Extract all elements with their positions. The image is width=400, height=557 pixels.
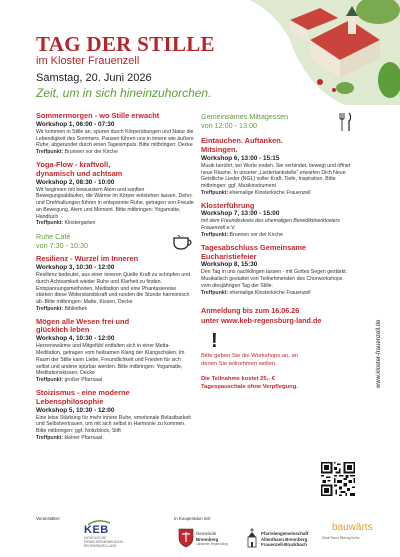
coffee-cup-icon [172,234,194,250]
gemeinde-brennberg: Gemeinde Brennberg Landkreis Regensburg [196,531,229,546]
meeting-point: Treffpunkt: Bibliothek [36,305,88,312]
workshop-description: Herzenswärme und Mitgefühl entfalten sich in einer Metta-Meditation, getragen vom heilsamen Klang der Klangschalen. Im Raum der Stille kann Liebe, Freundlichkeit und Frieden für sich selbst und andere spürbar werden. Bitte mitbringen: Yogamatte, Meditationskissen, Decke [36,343,185,377]
workshop-title: Eintauchen. Auftanken. Mitsingen. [201,136,283,154]
cafe-title: Ruhe Café [36,232,71,242]
workshop-time: Workshop 2, 08:30 - 10:00 [36,178,115,186]
cafe-time: von 7:30 - 10:30 [36,241,88,251]
meeting-point: Treffpunkt: Brunnen vor der Kirche [201,231,283,238]
keb-subtitle: KATHOLISCHE ERWACHSENENBILDUNG REGENSBURG LAND [84,536,124,548]
exclamation-icon: ! [211,330,218,353]
workshop-description: mit dem Freundeskreis des ehemaligen Benediktinerklosters Frauenzell e.V. [201,218,340,232]
ruhe-cafe [36,232,194,250]
workshop-1 [36,112,194,156]
left-column [36,112,194,447]
coat-of-arms-icon [178,528,194,548]
workshop-title: Tagesabschluss Gemeinsame Eucharistiefeier [201,242,307,261]
fee-note: Die Teilnahme kostet 25,- € Tagespauschale ohne Verpflegung. [201,376,298,390]
registration-url[interactable]: unter www.keb-regensburg-land.de [201,315,322,325]
right-column [201,112,353,391]
workshop-description: Wir kommen in Stille an, spüren durch Körperübungen und Natur die Lebendigkeit des Sommers. Pausen führen uns in innere wie äußere Ruhe, abgerundet durch einen Tagesimpuls. Bitte mitbringen: Decke [36,128,194,149]
workshop-6 [201,137,353,197]
tagline: Zeit, um in sich hineinzuhorchen. [36,86,212,100]
organizer-label: Veranstalter: [36,516,61,521]
workshop-time: Workshop 5, 10:30 - 12:00 [36,406,115,414]
event-date: Samstag, 20. Juni 2026 [36,72,152,84]
workshop-title: Klosterführung [201,200,255,210]
meeting-point: Treffpunkt: ehemalige Klosterkirche Frauenzell [201,189,311,196]
workshop-time: Workshop 7, 13:00 - 15:00 [201,210,280,218]
meeting-point: Treffpunkt: kleiner Pfarrsaal [36,434,103,441]
cooperation-label: In Kooperation mit: [174,516,211,521]
meeting-point: Treffpunkt: ehemalige Klosterkirche Frauenzell [201,289,311,296]
registration-deadline: Anmeldung bis zum 16.06.26 [201,306,300,316]
workshop-8 [201,244,353,297]
bauwaerts-subtitle: Stadt Raum Bildung Kultur [322,536,360,540]
workshop-description: Eine leise Stärkung für mehr innere Ruhe, emotionale Belastbarkeit und Selbstvertrauen, um mit sich selbst in Harmonie zu kommen. Bitte mitbringen: ggf. Notizblock, Stift [36,414,191,434]
monastery-illustration [250,0,400,105]
meeting-point: Treffpunkt: Brunnen vor der Kirche [36,149,118,156]
workshop-title: Resilienz - Wurzel im Inneren [36,254,139,264]
keb-logo: KEB [84,524,109,536]
lunch [201,112,353,132]
church-icon [245,528,259,548]
registration [201,306,353,325]
workshop-4 [36,318,194,384]
workshop-description: Musik berührt, wo Worte enden. Sie verbindet, bewegt und öffnet neue Räume. In unserer „Liedertankstelle" erwarten Dich Neue Geistliche Lieder (NGL) voller Kraft, Tiefe, Inspiration. Bitte mitbringen: ggf. Musikinstrument [201,162,351,189]
bauwaerts-logo: bauwärts [332,522,373,533]
qr-code-icon[interactable] [321,462,355,496]
workshop-2 [36,161,194,227]
workshop-time: Workshop 1, 06:00 - 07:30 [36,120,115,128]
workshop-5 [36,389,194,442]
workshop-title: Sommermorgen - wo Stille erwacht [36,111,160,120]
page-title: TAG DER STILLE [36,32,215,56]
workshop-title: Mögen alle Wesen frei und glücklich leben [36,316,130,335]
workshop-time: Workshop 8, 15:30 [201,261,258,269]
workshop-time: Workshop 3, 10:30 - 12:00 [36,264,115,271]
workshop-time: Workshop 4, 10:30 - 12:00 [36,335,115,343]
page-subtitle: im Kloster Frauenzell [36,55,140,67]
pfarreiengemeinschaft: Pfarreiengemeinschaft Altenthann Brennberg Frauenzell-Bruckbach [261,531,309,547]
workshop-title: Yoga-Flow - kraftvoll, dynamisch und achtsam [36,159,123,178]
workshop-description: Resilienz bedeutet, aus einer inneren Quelle Kraft zu schöpfen und durch Achtsamkeit wieder Ruhe und Klarheit zu finden. Entspannungsmethoden, Meditation und eine Phantasiereise stärken diese Widerstandskraft und runden die Stunde harmonisch ab. Bitte mitbringen: Matte, Kissen, Decke [36,272,190,305]
workshop-description: Wir beginnen mit bewusstem Atem und sanften Bewegungsabläufen, die Wärme im Körper entstehen lassen. Dehn- und Drehhaltungen führen in entspannte Ruhe, getragen von Freude an Bewegung, Atem und Moment. Bitte mitbringen: Yogamatte, Handtuch [36,186,194,220]
workshop-description: Den Tag in uns nachklingen lassen - mit Gottes Segen gestärkt. Musikalisch gestaltet von Teilnehmenden des Chorworkshops vom diesjährigen Tag der Stille. [201,269,348,289]
lunch-time: von 12:00 - 13:00 [201,121,257,130]
workshop-note: Bitte geben Sie die Workshops an, an denen Sie teilnehmen wollen. [201,353,298,367]
workshop-3 [36,255,194,312]
cutlery-icon [337,112,353,132]
vertical-website-url[interactable]: www.kloster-frauenzell.de [376,319,382,388]
meeting-point: Treffpunkt: Klostergarten [36,220,96,227]
workshop-time: Workshop 6, 13:00 - 15:15 [201,154,280,162]
workshop-title: Stoizismus - eine moderne Lebensphilosophie [36,387,130,406]
lunch-title: Gemeinsames Mittagessen [201,112,289,121]
workshop-7 [201,202,353,239]
meeting-point: Treffpunkt: großer Pfarrsaal [36,377,103,383]
